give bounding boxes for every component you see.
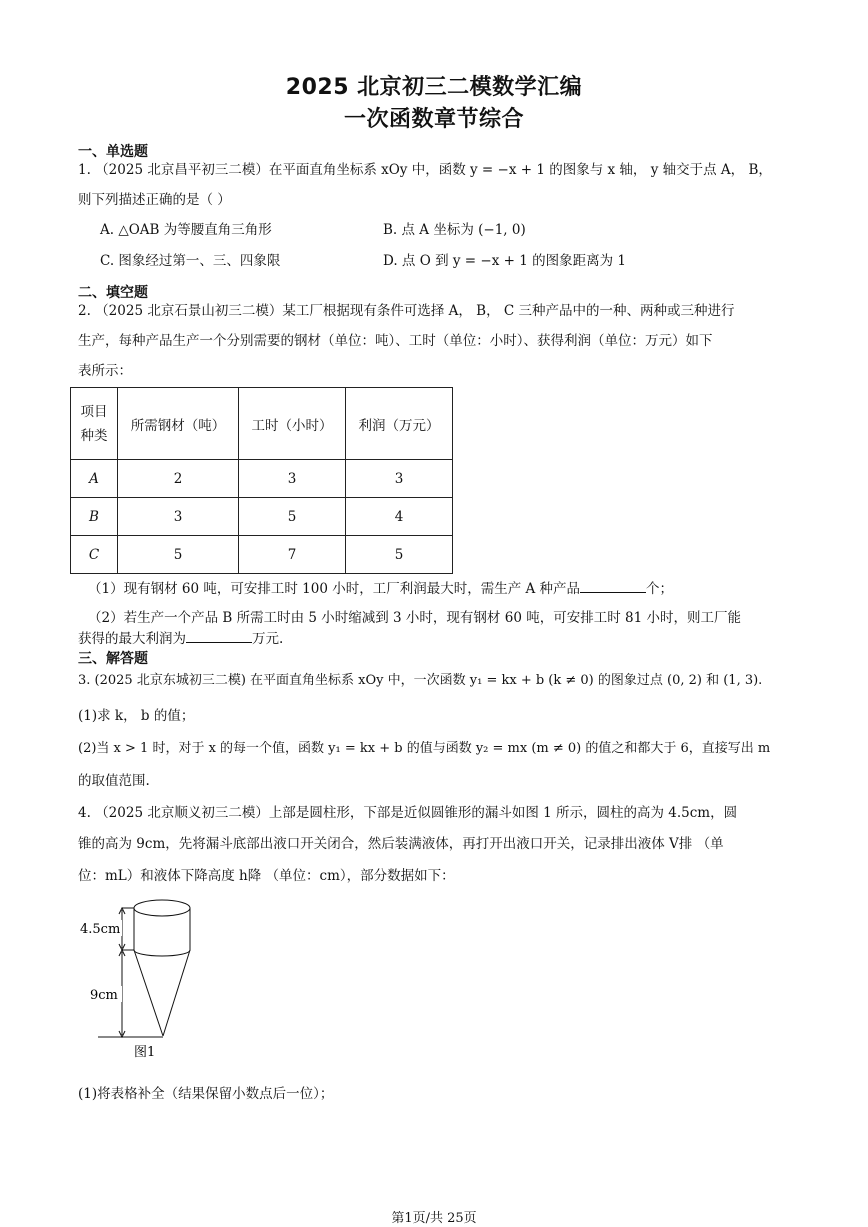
q3-sub2-line1: (2)当 x > 1 时，对于 x 的每一个值，函数 y₁ = kx + b 的值与函数 y₂ = mx (m ≠ 0) 的值之和都大于 6，直接写出 m [78,741,771,756]
q3-sub1: (1)求 k， b 的值； [78,708,195,724]
cylinder-bottom-arc [134,950,190,956]
table-cell: 3 [346,460,453,498]
q2-sub1-unit: 个； [646,581,674,597]
cone-right-side [163,950,190,1036]
cylinder-top-ellipse [134,900,190,916]
q1-option-d: D. 点 O 到 y = −x + 1 的图象距离为 1 [383,253,626,269]
table-cell: 7 [239,536,346,574]
table-corner-top: 项目 [80,403,108,420]
q2-sub2-line2 [78,627,283,647]
q4-sub1: (1)将表格补全（结果保留小数点后一位）； [78,1086,334,1102]
q3-sub2-line2: 的取值范围. [78,773,150,789]
q1-option-a: A. △OAB 为等腰直角三角形 [100,222,272,238]
answer-blank[interactable] [580,580,646,593]
table-cell: 5 [118,536,239,574]
q1-stem-line1: 1. （2025 北京昌平初三二模）在平面直角坐标系 xOy 中，函数 y = −x + 1 的图象与 x 轴， y 轴交于点 A， B， [78,162,772,178]
funnel-figure [70,892,210,1067]
q4-stem-line1: 4. （2025 北京顺义初三二模）上部是圆柱形，下部是近似圆锥形的漏斗如图 1 所示，圆柱的高为 4.5cm，圆 [78,805,738,821]
height-label-cylinder: 4.5cm [80,922,121,937]
table-row-label: A [71,460,118,498]
q4-stem-line3: 位：mL）和液体下降高度 h降 （单位：cm），部分数据如下： [78,868,455,884]
table-row [71,460,453,498]
table-row [71,536,453,574]
section-heading-solutions: 三、解答题 [78,651,148,667]
table-row-label: B [71,498,118,536]
table-header-cell: 所需钢材（吨） [118,388,239,460]
q2-stem-line3: 表所示： [78,363,132,379]
q3-stem-line1: 3. (2025 北京东城初三二模) 在平面直角坐标系 xOy 中，一次函数 y₁ = kx + b (k ≠ 0) 的图象过点 (0, 2) 和 (1, 3). [78,673,763,688]
table-row-label: C [71,536,118,574]
table-corner-bottom: 种类 [80,427,108,444]
table-corner-cell [71,388,118,460]
table-cell: 3 [239,460,346,498]
answer-blank[interactable] [186,630,252,643]
height-label-cone: 9cm [90,988,118,1003]
table-cell: 5 [346,536,453,574]
figure-caption: 图1 [134,1045,156,1060]
doc-title-line2: 一次函数章节综合 [343,107,524,132]
q4-stem-line2: 锥的高为 9cm，先将漏斗底部出液口开关闭合，然后装满液体，再打开出液口开关，记录排出液体 V排 （单 [78,836,724,852]
q2-sub1 [88,577,673,597]
section-heading-fill-blank: 二、填空题 [78,285,148,301]
q2-stem-line2: 生产，每种产品生产一个分别需要的钢材（单位：吨）、工时（单位：小时）、获得利润（单位：万元）如下 [78,333,713,349]
table-row [71,498,453,536]
doc-title-line1: 2025 北京初三二模数学汇编 [285,75,583,100]
q1-stem-line2: 则下列描述正确的是（ ） [78,192,231,208]
table-cell: 5 [239,498,346,536]
table-cell: 4 [346,498,453,536]
q2-sub1-text: （1）现有钢材 60 吨，可安排工时 100 小时，工厂利润最大时，需生产 A 种产品 [88,581,581,597]
table-cell: 2 [118,460,239,498]
table-header-cell: 利润（万元） [346,388,453,460]
q2-stem-line1: 2. （2025 北京石景山初三二模）某工厂根据现有条件可选择 A， B， C 三种产品中的一种、两种或三种进行 [78,303,735,319]
q1-option-b: B. 点 A 坐标为 (−1, 0) [383,222,526,238]
page-footer: 第1页/共 25页 [391,1211,477,1226]
cone-left-side [134,950,163,1036]
q2-sub2-line1: （2）若生产一个产品 B 所需工时由 5 小时缩减到 3 小时，现有钢材 60 吨，可安排工时 81 小时，则工厂能 [88,610,741,626]
q2-sub2-text: 获得的最大利润为 [78,631,186,647]
q2-sub2-unit: 万元. [252,631,284,647]
table-cell: 3 [118,498,239,536]
table-header-cell: 工时（小时） [239,388,346,460]
section-heading-single-choice: 一、单选题 [78,144,148,160]
q1-option-c: C. 图象经过第一、三、四象限 [100,253,281,269]
q2-product-table [70,387,453,574]
